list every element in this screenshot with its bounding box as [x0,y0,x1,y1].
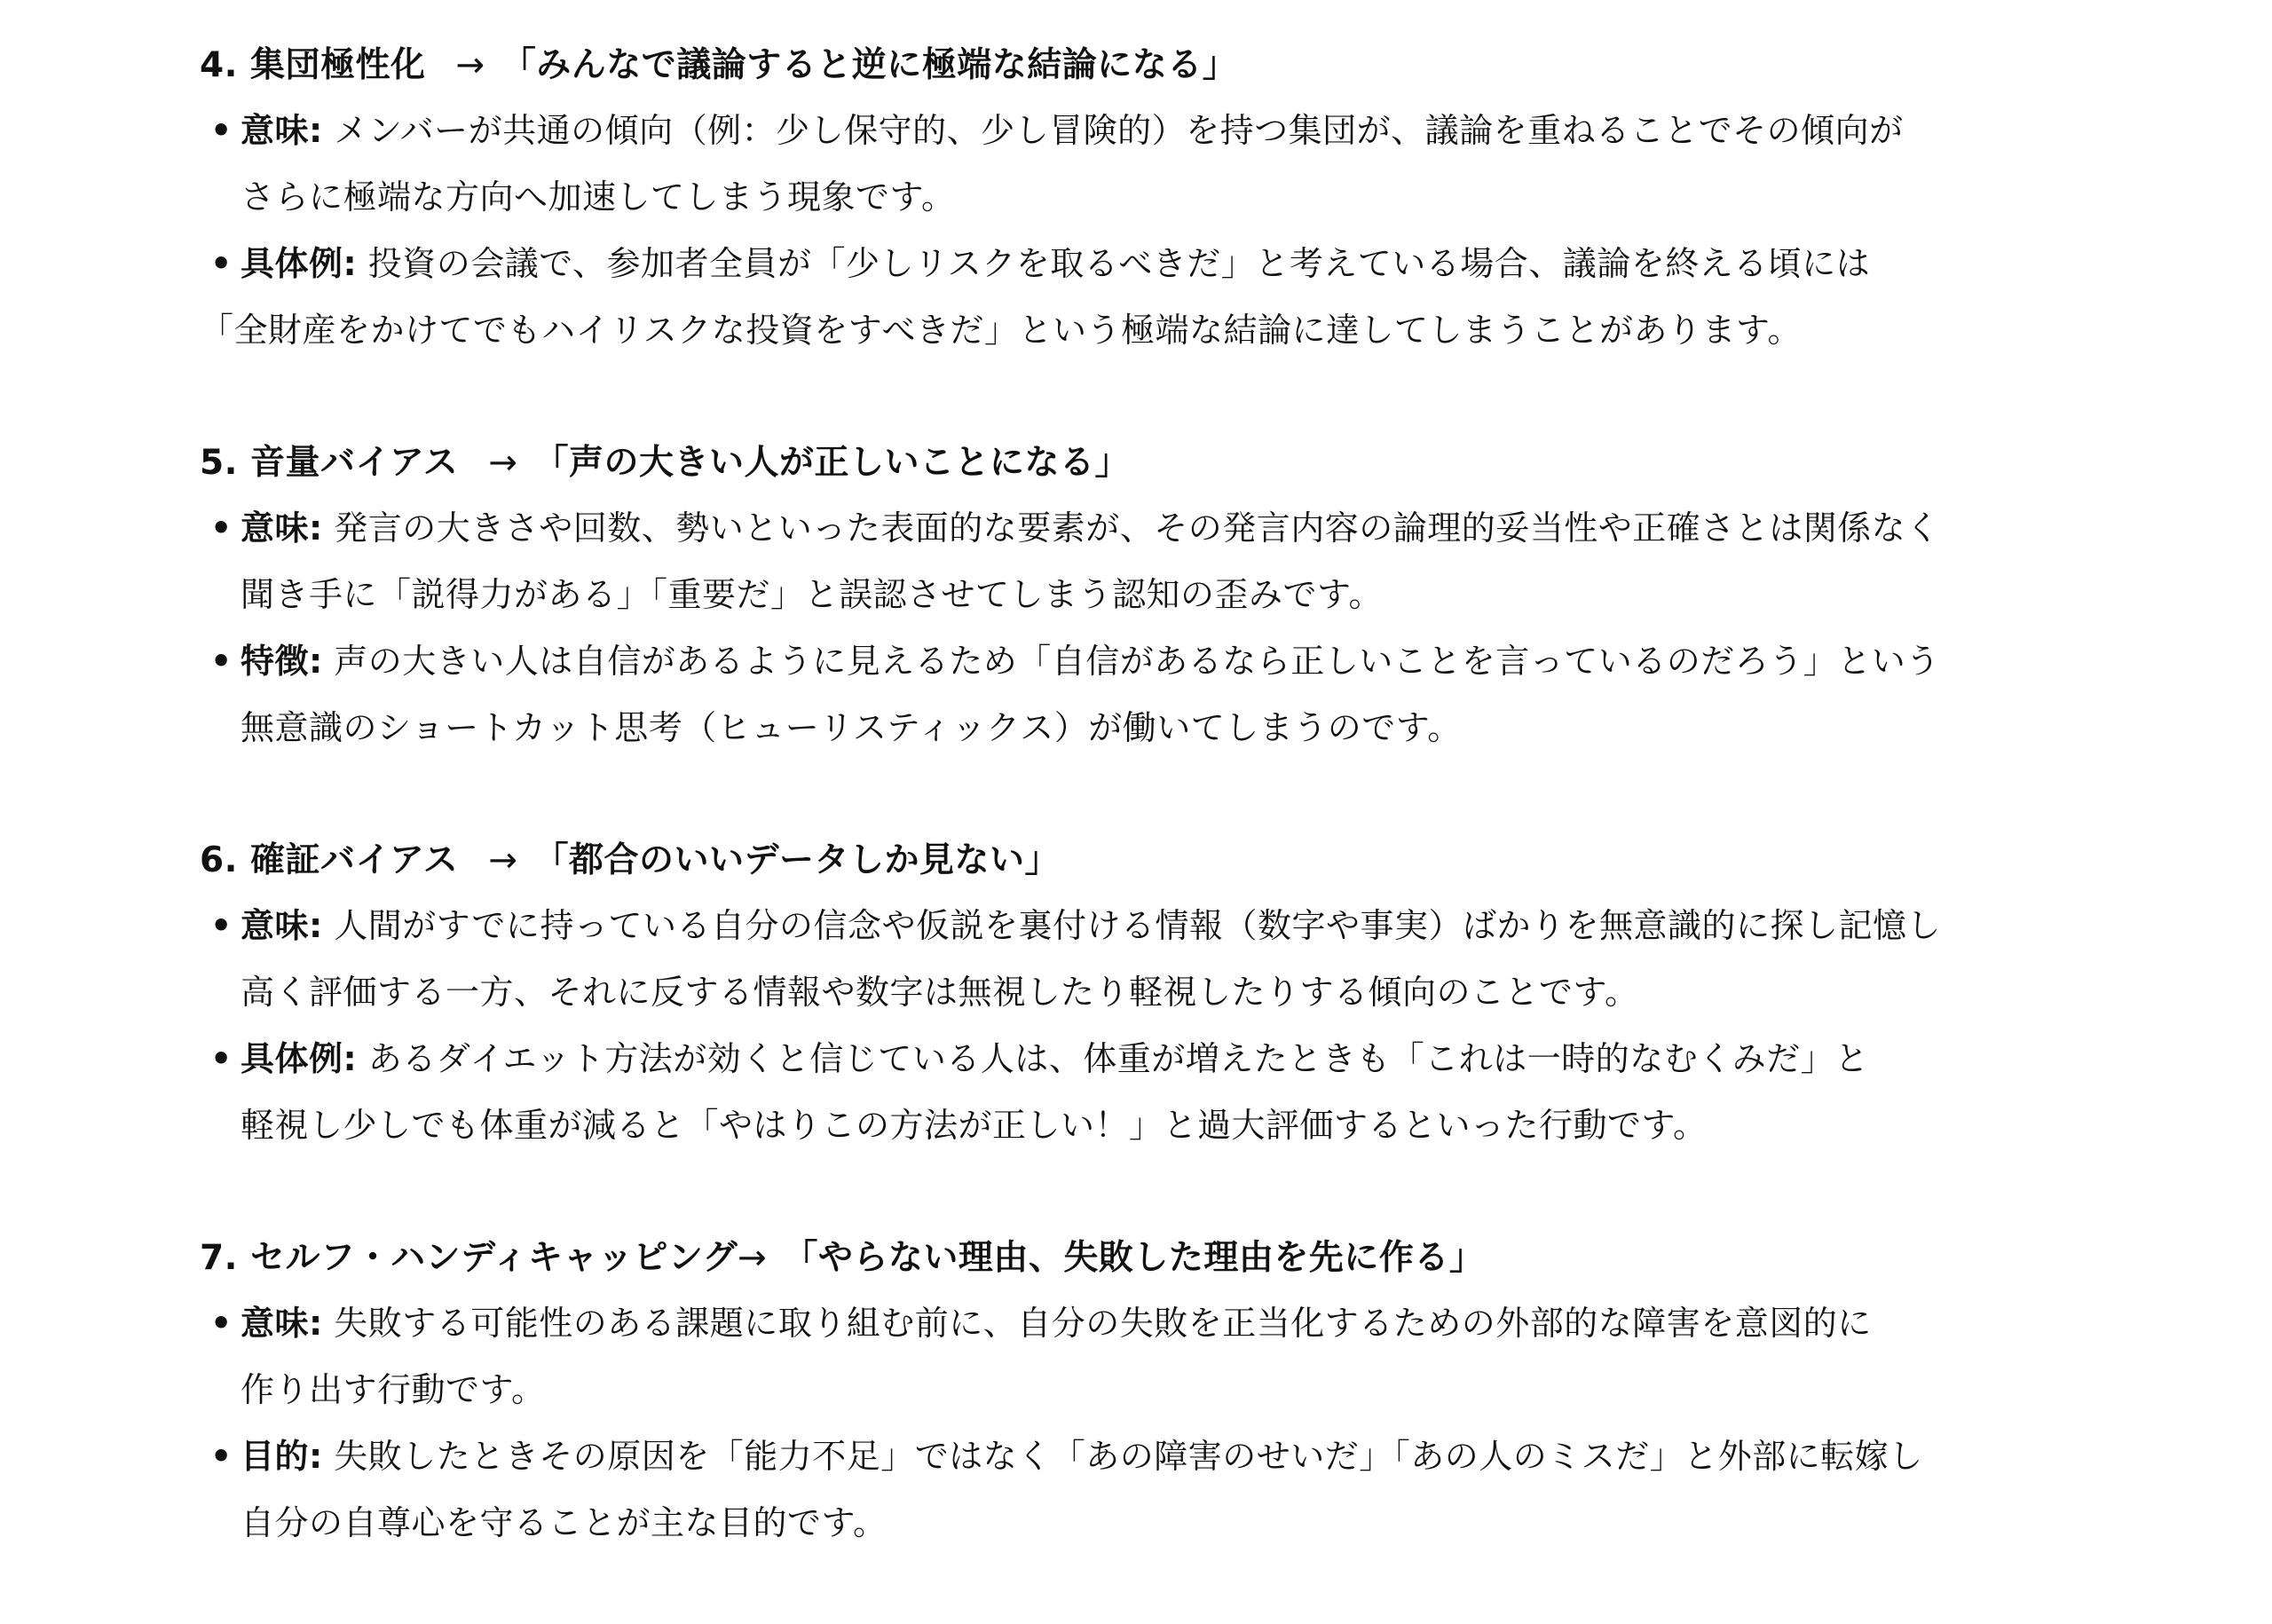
section-heading [200,34,2205,98]
bullet-item [200,98,2205,231]
section-title: 4. 集団極性化 [200,45,426,85]
bullet-item [200,495,2205,628]
section-heading [200,1226,2205,1290]
bullet-text: 投資の会議で、参加者全員が「少しリスクを取るべきだ」と考えている場合、議論を終える頃には [367,244,1871,283]
section-group-polarization [200,34,2205,364]
arrow-icon: → [488,443,518,483]
section-title: 6. 確証バイアス [200,840,459,880]
bullet-line: 自分の自尊心を守ることが主な目的です。 [241,1503,888,1542]
bullet-dot-icon: • [210,1437,233,1476]
section-heading [200,829,2205,893]
bullet-text: メンバーが共通の傾向（例：少し保守的、少し冒険的）を持つ集団が、議論を重ねることでその傾向が [334,111,1904,150]
bullet-term: 具体例: [241,244,358,283]
bullet-dot-icon: • [210,508,233,548]
bullet-dot-icon: • [210,244,233,283]
bullet-line: 無意識のショートカット思考（ヒューリスティックス）が働いてしまうのです。 [241,708,1462,747]
bullet-term: 意味: [241,906,323,945]
section-tagline: 「みんなで議論すると逆に極端な結論になる」 [501,45,1238,85]
bullet-dot-icon: • [210,1039,233,1078]
bullet-term: 特徴: [241,642,323,681]
bullet-line: 軽視し少しでも体重が減ると「やはりこの方法が正しい！」と過大評価するといった行動です。 [241,1106,1708,1145]
bullet-line [241,1026,2205,1092]
bullet-dot-icon: • [210,642,233,681]
bullet-line [241,1290,2205,1357]
bullet-text: 失敗する可能性のある課題に取り組む前に、自分の失敗を正当化するための外部的な障害を意図的に [334,1304,1872,1343]
bullet-item [200,1026,2205,1159]
arrow-icon: → [455,45,485,85]
bullet-dot-icon: • [210,1304,233,1343]
bullet-line [241,495,2205,562]
bullet-item [200,231,2205,364]
section-title: 7. セルフ・ハンディキャッピング [200,1238,738,1278]
bullet-line: さらに極端な方向へ加速してしまう現象です。 [241,177,956,217]
bullet-term: 意味: [241,111,323,150]
section-confirmation-bias [200,829,2205,1159]
bullet-item [200,1423,2205,1557]
bullet-line: 聞き手に「説得力がある」「重要だ」と誤認させてしまう認知の歪みです。 [241,575,1383,614]
bullet-term: 目的: [241,1437,323,1476]
bullet-dot-icon: • [210,906,233,945]
bullet-text: あるダイエット方法が効くと信じている人は、体重が増えたときも「これは一時的なむくみだ」と [367,1039,1869,1078]
section-volume-bias [200,431,2205,761]
bullet-text: 声の大きい人は自信があるように見えるため「自信があるなら正しいことを言っているのだろう」という [334,642,1940,681]
bullet-line [241,1423,2205,1490]
bullet-line [241,98,2205,164]
bullet-dot-icon: • [210,111,233,150]
arrow-icon: → [738,1238,768,1278]
bullet-text: 失敗したときその原因を「能力不足」ではなく「あの障害のせいだ」「あの人のミスだ」と外部に転嫁し [334,1437,1923,1476]
bullet-term: 意味: [241,1304,323,1343]
section-heading [200,431,2205,495]
bullet-line [241,628,2205,695]
bullet-line: 作り出す行動です。 [241,1370,546,1409]
section-tagline: 「声の大きい人が正しいことになる」 [533,443,1131,483]
bullet-line: 高く評価する一方、それに反する情報や数字は無視したり軽視したりする傾向のことです。 [241,973,1639,1012]
document-body [200,34,2205,1624]
bullet-term: 意味: [241,508,323,548]
section-title: 5. 音量バイアス [200,443,459,483]
bullet-text: 発言の大きさや回数、勢いといった表面的な要素が、その発言内容の論理的妥当性や正確さとは関係なく [334,508,1940,548]
bullet-item [200,1290,2205,1423]
section-tagline: 「都合のいいデータしか見ない」 [533,840,1061,880]
bullet-term: 具体例: [241,1039,358,1078]
bullet-line [241,893,2205,959]
bullet-item [200,893,2205,1026]
bullet-line [241,231,2205,297]
bullet-text: 人間がすでに持っている自分の信念や仮説を裏付ける情報（数字や事実）ばかりを無意識的に探し記憶し [334,906,1941,945]
section-tagline: 「やらない理由、失敗した理由を先に作る」 [783,1238,1485,1278]
bullet-item [200,628,2205,761]
section-self-handicapping [200,1226,2205,1557]
bullet-line: 「全財産をかけてでもハイリスクな投資をすべきだ」という極端な結論に達してしまうことがあります。 [200,311,1802,350]
arrow-icon: → [488,840,518,880]
